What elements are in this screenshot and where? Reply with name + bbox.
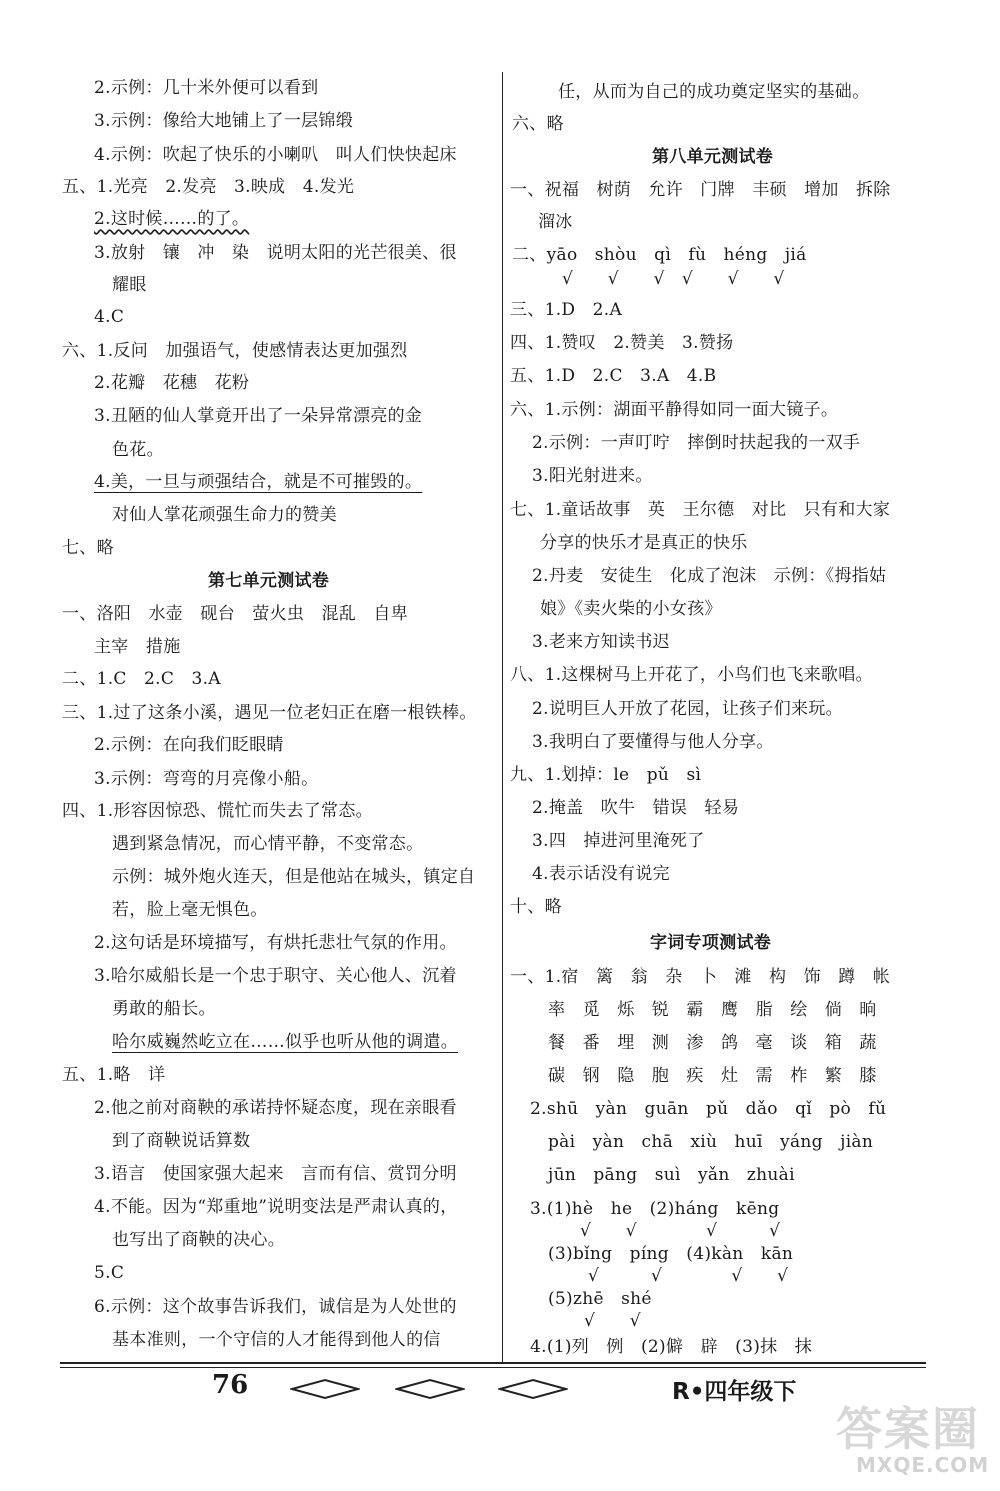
pinyin-line: (3)bǐng píng (4)kàn kān xyxy=(548,1244,794,1264)
diamond-ornament-icon xyxy=(290,1378,360,1400)
answer-line: 四、1.赞叹 2.赞美 3.赞扬 xyxy=(510,333,734,353)
answer-line: 耀眼 xyxy=(112,275,147,295)
section-title: 第八单元测试卷 xyxy=(652,147,774,167)
answer-line: 溜冰 xyxy=(538,212,573,232)
answer-line: 一、1.宿 篱 翁 杂 卜 滩 构 饰 蹲 帐 xyxy=(510,967,891,987)
answer-line: 6.示例：这个故事告诉我们，诚信是为人处世的 xyxy=(94,1297,457,1317)
answer-line: 一、洛阳 水壶 砚台 萤火虫 混乱 自卑 xyxy=(62,604,408,624)
answer-line: 分享的快乐才是真正的快乐 xyxy=(540,533,748,553)
pinyin-line: jūn pāng suì yǎn zhuài xyxy=(548,1165,795,1185)
answer-line: 2.示例：一声叮咛 摔倒时扶起我的一双手 xyxy=(532,433,861,453)
answer-line: 2.示例：几十米外便可以看到 xyxy=(94,78,319,98)
footer-rule xyxy=(60,1362,926,1364)
answer-line: 对仙人掌花顽强生命力的赞美 xyxy=(112,505,337,525)
answer-line: 六、略 xyxy=(512,114,564,134)
diamond-ornament-icon xyxy=(395,1378,465,1400)
section-title: 第七单元测试卷 xyxy=(208,571,330,591)
answer-line: 2.这句话是环境描写，有烘托悲壮气氛的作用。 xyxy=(94,933,457,953)
watermark-text: 答案圈 xyxy=(836,1402,980,1456)
answer-line: 主宰 措施 xyxy=(94,637,181,657)
pinyin-line: 二、yāo shòu qì fù héng jiá xyxy=(512,245,807,265)
answer-line: 二、1.C 2.C 3.A xyxy=(62,669,221,689)
answer-line: 七、1.童话故事 英 王尔德 对比 只有和大家 xyxy=(510,500,891,520)
grade-label: R•四年级下 xyxy=(672,1379,797,1405)
answer-line: 3.四 掉进河里淹死了 xyxy=(532,831,705,851)
answer-line: 五、1.光亮 2.发亮 3.映成 4.发光 xyxy=(62,177,355,197)
answer-line: 六、1.反问 加强语气，使感情表达更加强烈 xyxy=(62,341,408,361)
answer-line: 2.这时候……的了。 xyxy=(94,209,250,229)
answer-line: 基本准则，一个守信的人才能得到他人的信 xyxy=(112,1330,441,1350)
answer-line: 4.C xyxy=(94,307,125,327)
check-marks: √ √ √ √ xyxy=(588,1266,789,1286)
answer-line: 4.美，一旦与顽强结合，就是不可摧毁的。 xyxy=(94,472,423,492)
answer-line: 五、1.D 2.C 3.A 4.B xyxy=(510,366,717,386)
answer-line: 4.不能。因为“郑重地”说明变法是严肃认真的， xyxy=(94,1197,458,1217)
answer-line: 3.示例：弯弯的月亮像小船。 xyxy=(94,769,319,789)
pinyin-line: 2.shū yàn guān pǔ dǎo qǐ pò fǔ xyxy=(530,1099,887,1119)
answer-line: 2.花瓣 花穗 花粉 xyxy=(94,373,250,393)
answer-line: 七、略 xyxy=(62,538,114,558)
pinyin-line: 3.(1)hè he (2)háng kēng xyxy=(530,1199,780,1219)
check-marks: √ √ √ √ xyxy=(580,1221,781,1241)
answer-line: 3.语言 使国家强大起来 言而有信、赏罚分明 xyxy=(94,1164,457,1184)
pinyin-line: pài yàn chā xiù huī yáng jiàn xyxy=(548,1132,874,1152)
answer-line: 5.C xyxy=(94,1263,125,1283)
answer-line: 率 觅 烁 锐 霸 鹰 脂 绘 倘 晌 xyxy=(548,1000,877,1020)
answer-line: 到了商鞅说话算数 xyxy=(112,1131,251,1151)
footer-rule-thin xyxy=(60,1367,926,1368)
answer-line: 任，从而为自己的成功奠定坚实的基础。 xyxy=(558,82,870,102)
answer-line: 碳 钢 隐 胞 疾 灶 需 柞 繁 膝 xyxy=(548,1066,877,1086)
watermark-url: MXQE.COM xyxy=(856,1453,990,1477)
check-marks: √ √ √ √ √ √ xyxy=(562,269,785,289)
answer-line: 示例：城外炮火连天，但是他站在城头，镇定自 xyxy=(112,867,476,887)
answer-line: 一、祝福 树荫 允许 门牌 丰硕 增加 拆除 xyxy=(510,180,891,200)
answer-line: 3.阳光射进来。 xyxy=(532,466,653,486)
answer-line: 4.表示话没有说完 xyxy=(532,864,670,884)
answer-line: 3.我明白了要懂得与他人分享。 xyxy=(532,732,774,752)
answer-line: 餐 番 埋 测 渗 鸽 毫 谈 箱 蔬 xyxy=(548,1033,877,1053)
answer-line: 九、1.划掉：le pǔ sì xyxy=(510,765,702,785)
answer-line: 五、1.略 详 xyxy=(62,1065,166,1085)
check-marks: √ √ xyxy=(584,1311,641,1331)
answer-line: 2.他之前对商鞅的承诺持怀疑态度，现在亲眼看 xyxy=(94,1098,457,1118)
answer-line: 十、略 xyxy=(510,897,562,917)
diamond-ornament-icon xyxy=(498,1378,568,1400)
answer-line: 2.示例：在向我们眨眼睛 xyxy=(94,735,284,755)
answer-line: 四、1.形容因惊恐、慌忙而失去了常态。 xyxy=(62,801,373,821)
answer-line: 3.哈尔威船长是一个忠于职守、关心他人、沉着 xyxy=(94,966,457,986)
answer-line: 4.(1)列 例 (2)僻 辟 (3)抹 抹 xyxy=(530,1337,813,1357)
section-title: 字词专项测试卷 xyxy=(650,933,772,953)
answer-line: 遇到紧急情况，而心情平静，不变常态。 xyxy=(112,834,424,854)
page-number: 76 xyxy=(212,1370,249,1400)
answer-line: 2.丹麦 安徒生 化成了泡沫 示例：《拇指姑 xyxy=(532,566,887,586)
answer-line: 娘》《卖火柴的小女孩》 xyxy=(540,599,722,619)
answer-line: 3.老来方知读书迟 xyxy=(532,632,670,652)
answer-line: 六、1.示例：湖面平静得如同一面大镜子。 xyxy=(510,400,839,420)
answer-line: 4.示例：吹起了快乐的小喇叭 叫人们快快起床 xyxy=(94,145,457,165)
answer-line: 哈尔威巍然屹立在……似乎也听从他的调遣。 xyxy=(112,1032,458,1052)
answer-line: 八、1.这棵树马上开花了，小鸟们也飞来歌唱。 xyxy=(510,665,873,685)
answer-line: 三、1.过了这条小溪，遇见一位老妇正在磨一根铁棒。 xyxy=(62,703,477,723)
pinyin-line: (5)zhē shé xyxy=(548,1289,652,1309)
answer-line: 若，脸上毫无惧色。 xyxy=(112,900,268,920)
column-divider xyxy=(502,72,503,1362)
answer-line: 2.说明巨人开放了花园，让孩子们来玩。 xyxy=(532,699,843,719)
answer-line: 也写出了商鞅的决心。 xyxy=(112,1230,285,1250)
watermark-logo xyxy=(836,1393,1000,1491)
answer-line: 3.放射 镶 冲 染 说明太阳的光芒很美、很 xyxy=(94,243,457,263)
answer-line: 勇敢的船长。 xyxy=(112,999,216,1019)
answer-line: 三、1.D 2.A xyxy=(510,300,623,320)
answer-line: 2.掩盖 吹牛 错误 轻易 xyxy=(532,798,740,818)
answer-line: 3.示例：像给大地铺上了一层锦缎 xyxy=(94,111,354,131)
answer-line: 色花。 xyxy=(112,440,164,460)
answer-line: 3.丑陋的仙人掌竟开出了一朵异常漂亮的金 xyxy=(94,406,423,426)
